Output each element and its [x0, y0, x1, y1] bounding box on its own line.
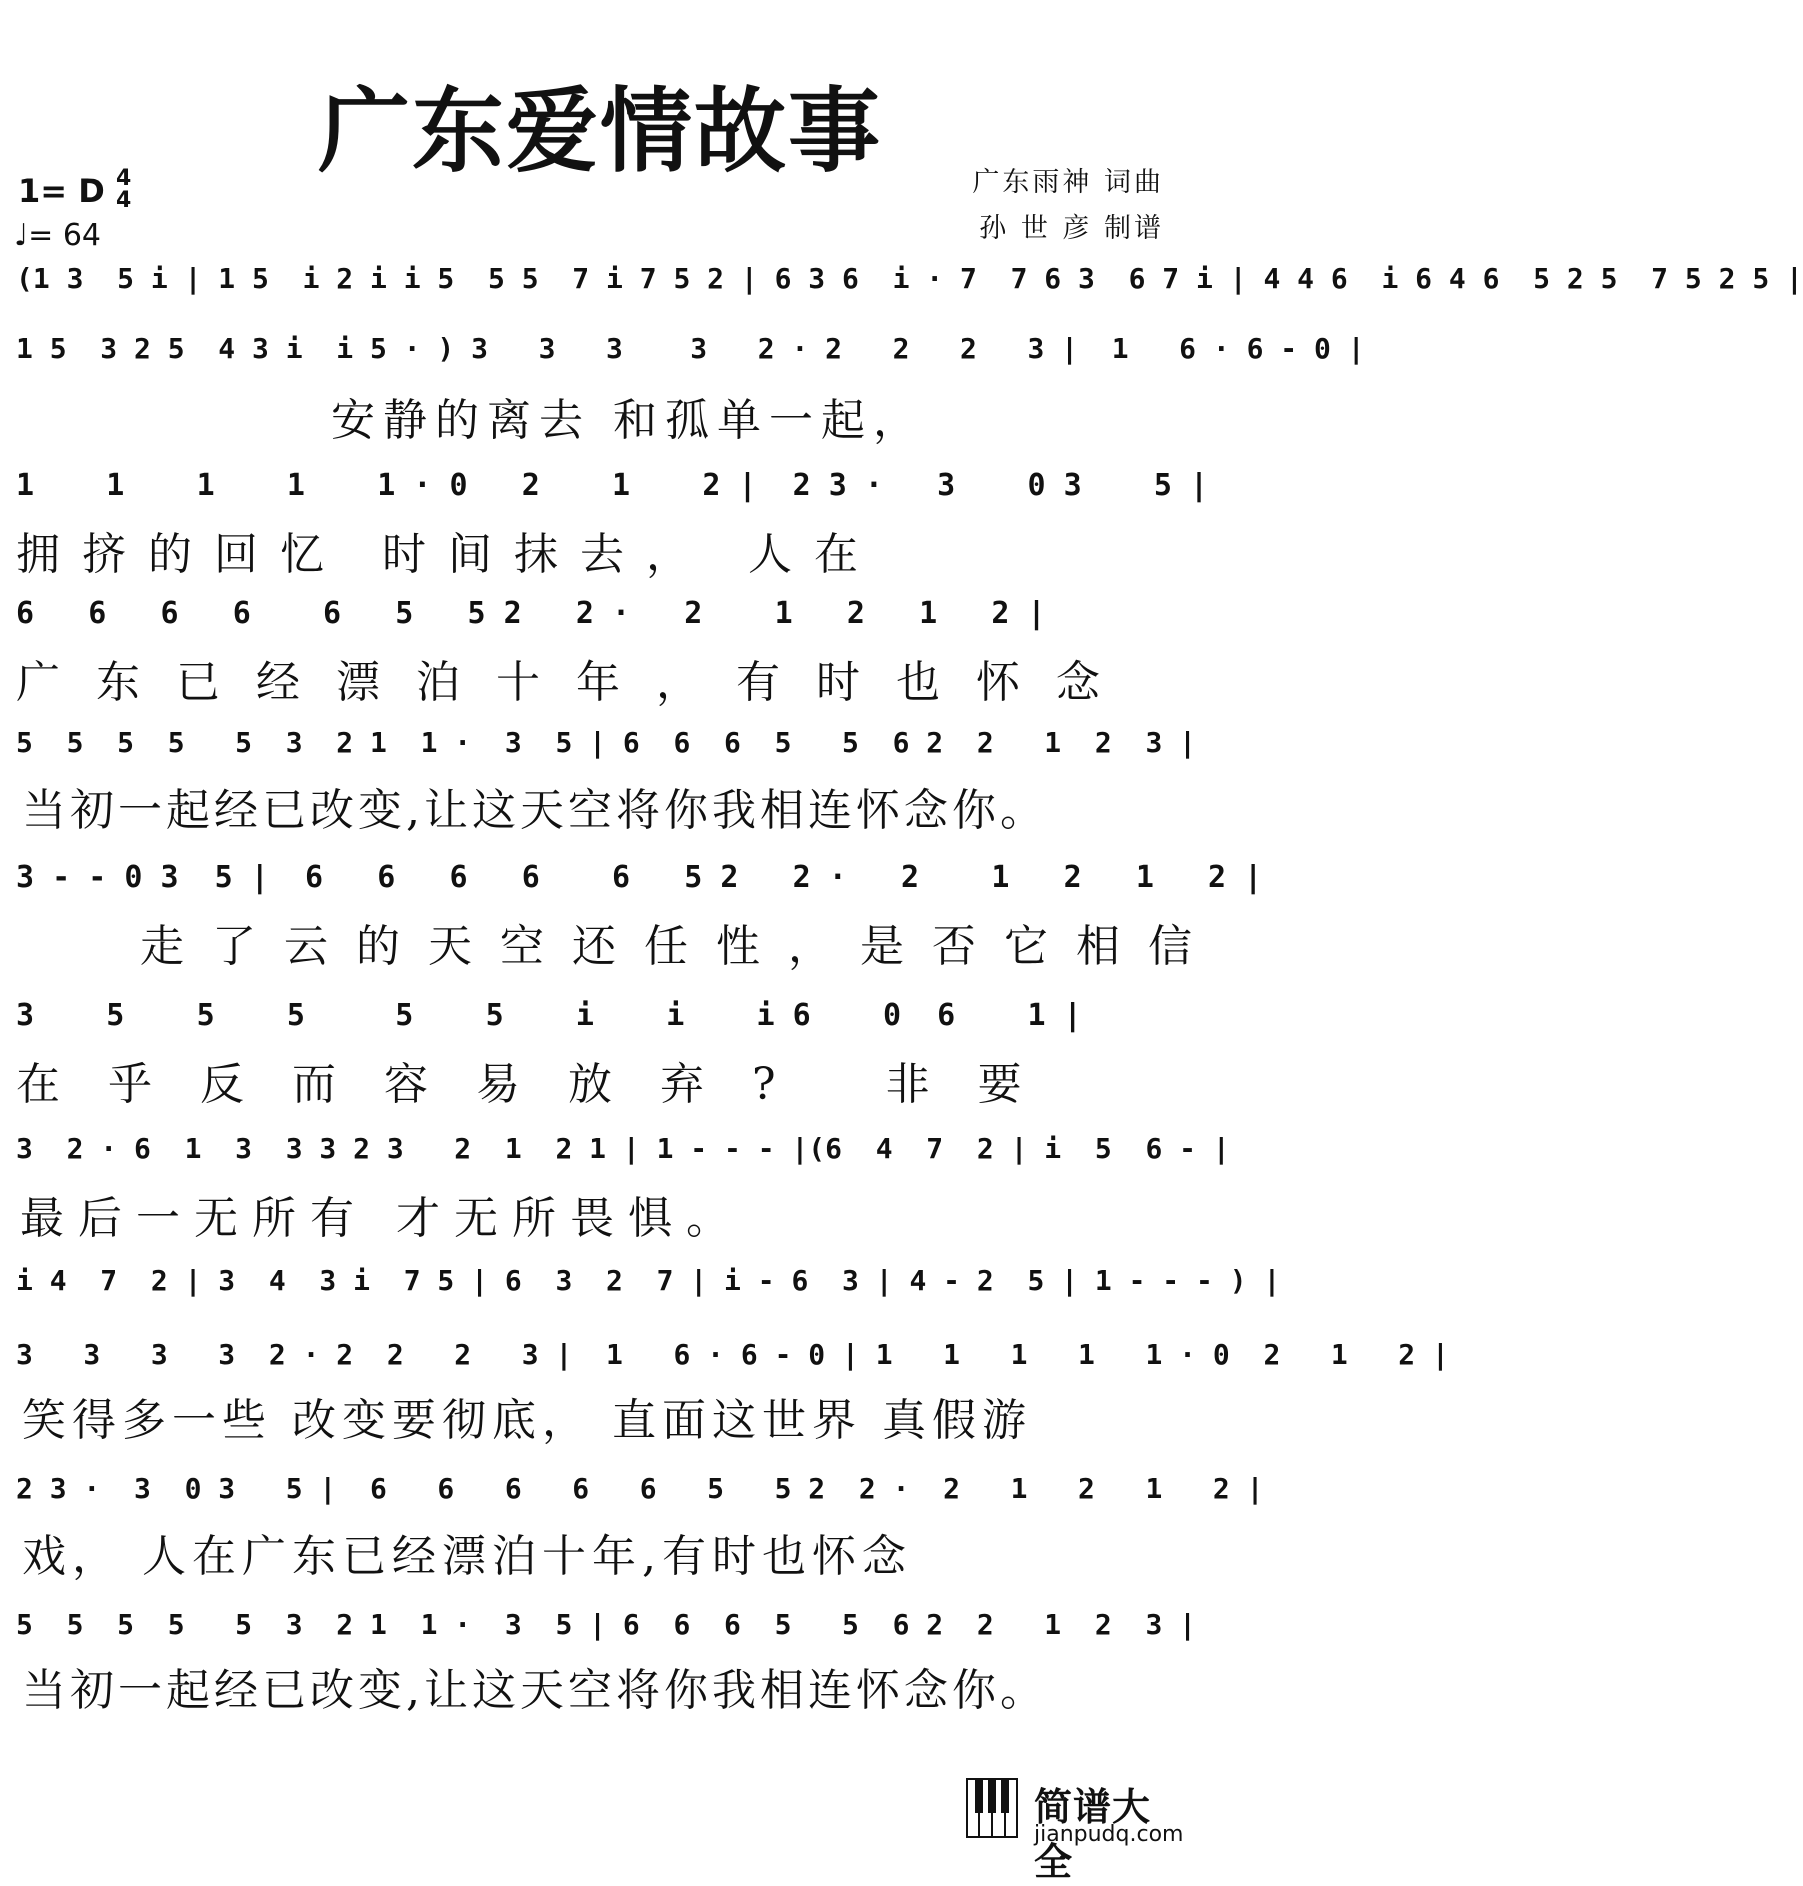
- notation-line: 6 6 6 6 6 5 5 2 2 · 2 1 2 1 2 |: [16, 596, 1046, 631]
- key-signature: 1= D: [18, 172, 105, 210]
- lyric-line: 广东已经漂泊十年，有时也怀念: [16, 657, 1136, 708]
- lyric-line: 当初一起经已改变,让这天空将你我相连怀念你。: [22, 1665, 1048, 1716]
- notation-line: 3 3 3 3 2 · 2 2 2 3 | 1 6 · 6 - 0 | 1 1 1 1 1 · 0 2 1 2 |: [16, 1338, 1449, 1371]
- notation-line: 1 5 3 2 5 4 3 i i 5 · ) 3 3 3 3 2 · 2 2 2 3 | 1 6 · 6 - 0 |: [16, 332, 1365, 365]
- notation-line: 3 5 5 5 5 5 i i i 6 0 6 1 |: [16, 998, 1082, 1033]
- lyric-line: 最后一无所有 才无所畏惧。: [20, 1193, 744, 1244]
- notation-line: 5 5 5 5 5 3 2 1 1 · 3 5 | 6 6 6 5 5 6 2 2 1 2 3 |: [16, 1608, 1197, 1641]
- song-title: 广东爱情故事: [317, 78, 882, 185]
- lyric-line: 安静的离去 和孤单一起，: [331, 395, 925, 446]
- notation-line: 5 5 5 5 5 3 2 1 1 · 3 5 | 6 6 6 5 5 6 2 2 1 2 3 |: [16, 726, 1197, 759]
- site-logo: [966, 1778, 1186, 1884]
- notation-line: (1 3 5 i | 1 5 i 2 i i 5 5 5 7 i 7 5 2 | 6 3 6 i · 7 7 6 3 6 7 i | 4 4 6 i 6 4 6 5 2 5 7 5 2 5 |: [16, 262, 1803, 295]
- lyric-line: 拥挤的回忆 时间抹去， 人在: [16, 529, 880, 580]
- lyric-line: 当初一起经已改变,让这天空将你我相连怀念你。: [22, 785, 1048, 836]
- lyric-line: 笑得多一些 改变要彻底， 直面这世界 真假游: [22, 1395, 1032, 1446]
- logo-name: 简谱大全: [1034, 1785, 1152, 1884]
- notation-line: 1 1 1 1 1 · 0 2 1 2 | 2 3 · 3 0 3 5 |: [16, 468, 1209, 503]
- time-signature-top: 4: [116, 166, 132, 191]
- lyric-line: 戏， 人在广东已经漂泊十年,有时也怀念: [22, 1531, 912, 1582]
- credit-lyrics-music: 广东雨神 词曲: [972, 167, 1164, 198]
- notation-line: i 4 7 2 | 3 4 3 i 7 5 | 6 3 2 7 | i - 6 3 | 4 - 2 5 | 1 - - - ) |: [16, 1264, 1281, 1297]
- time-signature-bottom: 4: [116, 188, 132, 213]
- piano-keys-icon: [966, 1778, 1018, 1838]
- logo-url: jianpudq.com: [1034, 1822, 1184, 1847]
- notation-line: 3 2 · 6 1 3 3 3 2 3 2 1 2 1 | 1 - - - |(6 4 7 2 | i 5 6 - |: [16, 1132, 1230, 1165]
- notation-line: 2 3 · 3 0 3 5 | 6 6 6 6 6 5 5 2 2 · 2 1 2 1 2 |: [16, 1472, 1264, 1505]
- credit-notation: 孙 世 彦 制谱: [979, 213, 1164, 244]
- notation-line: 3 - - 0 3 5 | 6 6 6 6 6 5 2 2 · 2 1 2 1 2 |: [16, 860, 1263, 895]
- lyric-line: 走了云的天空还任性，是否它相信: [140, 921, 1220, 972]
- tempo-marking: ♩= 64: [14, 218, 101, 253]
- time-signature: [116, 168, 131, 212]
- lyric-line: 在乎反而容易放弃? 非要: [16, 1059, 1070, 1110]
